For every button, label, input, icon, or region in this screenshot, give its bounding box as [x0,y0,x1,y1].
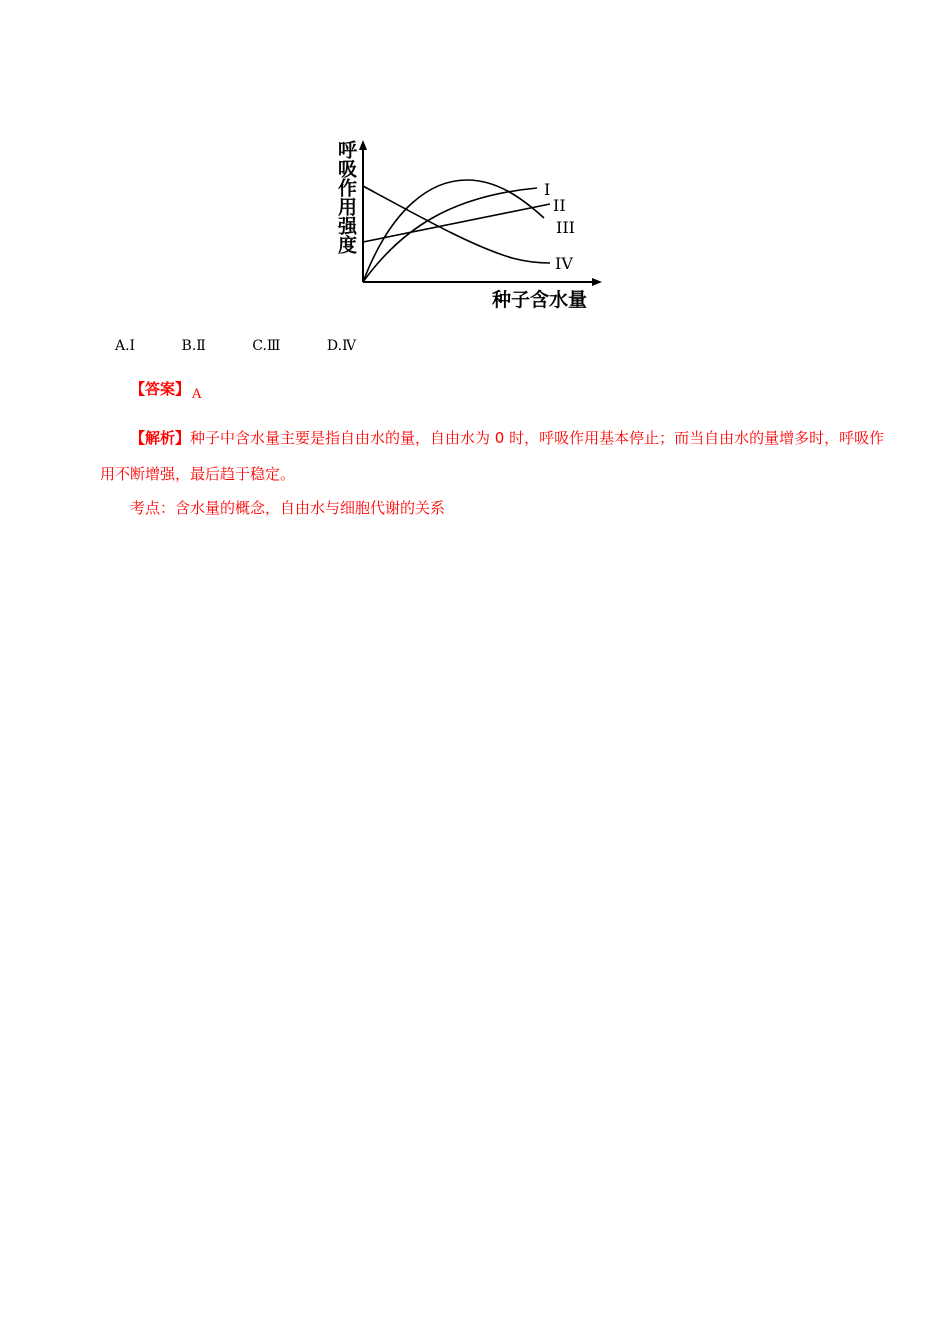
option-b: B.Ⅱ [181,338,206,354]
curve-label-II: II [553,196,566,215]
answer-tag: 【答案】 [130,380,191,398]
curve-IV [363,186,550,263]
curve-II [363,204,550,242]
curve-I [363,188,537,282]
kaodian-line: 考点：含水量的概念，自由水与细胞代谢的关系 [130,499,446,517]
answer-value: A [192,387,202,402]
answer-line [130,378,201,402]
curve-III [363,180,544,282]
option-d: D.Ⅳ [326,338,357,354]
option-c: C.Ⅲ [252,338,281,354]
analysis-text: 种子中含水量主要是指自由水的量，自由水为 0 时，呼吸作用基本停止；而当自由水的量增多时，呼吸作用不断增强，最后趋于稳定。 [100,429,885,483]
curve-label-III: III [556,218,575,237]
answer-options [115,336,398,356]
x-axis-label: 种子含水量 [492,289,588,311]
y-axis-arrow [359,140,367,150]
analysis-tag: 【解析】 [130,429,191,447]
x-axis-arrow [592,278,602,286]
curve-label-IV: IV [555,254,573,273]
option-a: A.Ⅰ [115,338,136,354]
y-axis-label: 呼吸作用强度 [335,140,357,254]
curve-label-I: I [544,180,551,199]
analysis-paragraph [100,420,890,492]
